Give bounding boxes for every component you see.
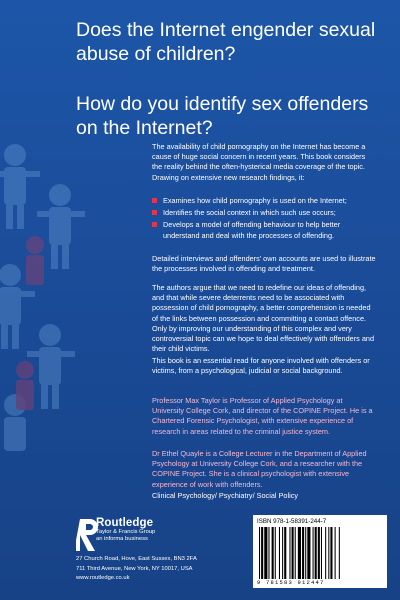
publisher-tagline: an informa business: [96, 536, 148, 542]
address-us: 711 Third Avenue, New York, NY 10017, USA: [76, 565, 193, 572]
headline-question-1: Does the Internet engender sexual abuse of children?: [76, 19, 376, 65]
publisher-block: [96, 517, 155, 543]
author-bio-quayle: Dr Ethel Quayle is a College Lecturer in the Department of Applied Psychology at University College Cork, and a researcher with the COPINE Project. She is a clinical psychologist with extensive experience of work with offenders.: [152, 449, 367, 489]
publisher-website: www.routledge.co.uk: [76, 575, 130, 581]
address-uk: 27 Church Road, Hove, East Sussex, BN3 2FA: [76, 556, 197, 562]
author-bio-taylor: Professor Max Taylor is Professor of Applied Psychology at University College Cork, and director of the COPINE Project. He is a Chartered Forensic Psychologist, with extensive experience of research in areas related to the criminal justice system.: [152, 396, 373, 436]
isbn-label: ISBN 978-1-58391-244-7: [257, 518, 327, 525]
list-item: Examines how child pornography is used on the Internet;: [152, 196, 376, 206]
paper-doll-figures-graphic: [0, 135, 140, 455]
audience-paragraph: This book is an essential read for anyone involved with offenders or victims, from a psychological, judicial or social background.: [152, 356, 370, 376]
argument-paragraph: The authors argue that we need to redefine our ideas of offending, and that while severe deterrents need to be associated with possession of child pornography, a better comprehension is needed of the links between possession and committing a contact offence. Only by improving our understanding of this complex and very controversial topic can we hope to deal effectively with offenders and their child victims.: [152, 283, 375, 354]
headline-question-2: How do you identify sex offenders on the Internet?: [76, 93, 369, 139]
list-item: Develops a model of offending behaviour to help better understand and deal with the processes of offending.: [152, 220, 376, 240]
intro-paragraph: The availability of child pornography on the Internet has become a cause of huge social concern in recent years. This book considers the reality behind the often-hysterical media coverage of the topic. Drawing on extensive new research findings, it:: [152, 142, 366, 182]
publisher-name: Routledge: [96, 517, 154, 529]
isbn-barcode-box: [253, 515, 387, 588]
bullet-icon: [152, 198, 157, 203]
feature-list: [152, 196, 376, 243]
interviews-paragraph: Detailed interviews and offenders' own accounts are used to illustrate the processes involved in offending and treatment.: [152, 254, 376, 274]
subject-categories: Clinical Psychology/ Psychiatry/ Social Policy: [152, 491, 298, 500]
publisher-group: Taylor & Francis Group: [96, 529, 156, 535]
publisher-address: [76, 555, 197, 584]
barcode-icon: [257, 527, 383, 579]
bullet-icon: [152, 222, 157, 227]
bullet-icon: [152, 210, 157, 215]
list-item: Identifies the social context in which such use occurs;: [152, 208, 376, 218]
barcode-digits: 9 781583 912447: [257, 579, 325, 586]
